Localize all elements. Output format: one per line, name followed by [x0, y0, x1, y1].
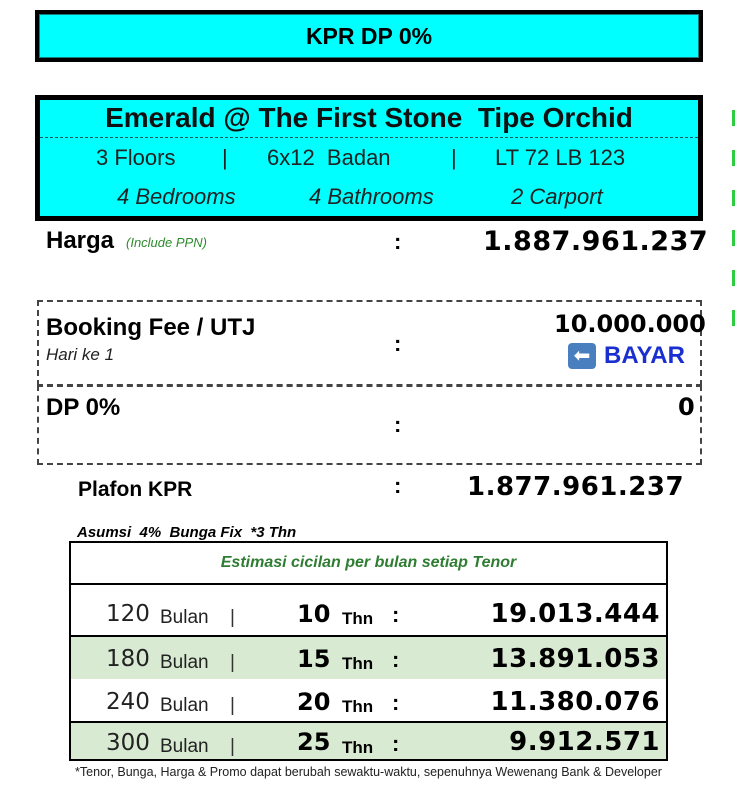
bathrooms-spec: 4 Bathrooms — [309, 184, 434, 209]
months-unit: Bulan — [160, 652, 209, 673]
tenor-years: 15 — [297, 645, 331, 673]
months-unit: Bulan — [160, 607, 209, 628]
plafon-value: 1.877.961.237 — [467, 472, 685, 502]
price-note: (Include PPN) — [126, 235, 207, 250]
bedrooms-spec: 4 Bedrooms — [117, 184, 236, 209]
tenor-months: 120 — [106, 601, 150, 627]
years-unit: Thn — [342, 609, 374, 628]
row-colon: : — [392, 731, 400, 756]
plafon-label: Plafon KPR — [78, 478, 193, 501]
row-colon: : — [392, 602, 400, 627]
pay-label: BAYAR — [604, 342, 685, 369]
left-arrow-icon: ⬅ — [568, 343, 596, 369]
table-rule — [69, 721, 668, 723]
plafon-colon: : — [394, 473, 402, 498]
months-unit: Bulan — [160, 695, 209, 716]
years-unit: Thn — [342, 654, 374, 673]
spec-separator: | — [222, 145, 228, 170]
tenor-months: 180 — [106, 646, 150, 672]
interest-assumption: Asumsi 4% Bunga Fix *3 Thn — [77, 524, 297, 541]
row-separator: | — [230, 736, 235, 757]
carport-spec: 2 Carport — [511, 184, 603, 209]
property-name: Emerald @ The First Stone Tipe Orchid — [105, 102, 633, 133]
row-separator: | — [230, 607, 235, 628]
tenor-years: 20 — [297, 688, 331, 716]
monthly-installment: 19.013.444 — [490, 599, 660, 629]
price-value: 1.887.961.237 — [483, 226, 709, 257]
installment-table — [69, 541, 668, 761]
row-separator: | — [230, 695, 235, 716]
price-colon: : — [394, 229, 402, 254]
row-colon: : — [392, 690, 400, 715]
land-building-spec: LT 72 LB 123 — [495, 145, 626, 170]
price-label: Harga — [46, 227, 115, 254]
table-header: Estimasi cicilan per bulan setiap Tenor — [71, 543, 666, 583]
years-unit: Thn — [342, 738, 374, 757]
tenor-months: 300 — [106, 730, 150, 756]
down-payment-box — [37, 385, 702, 465]
floors-spec: 3 Floors — [96, 145, 176, 170]
property-divider — [40, 137, 698, 138]
page-title: KPR DP 0% — [39, 14, 699, 58]
row-separator: | — [230, 652, 235, 673]
dimensions-spec: 6x12 Badan — [267, 145, 391, 170]
booking-day-note: Hari ke 1 — [46, 345, 115, 364]
tenor-months: 240 — [106, 689, 150, 715]
tenor-years: 10 — [297, 600, 331, 628]
booking-fee-value: 10.000.000 — [554, 310, 706, 338]
booking-colon: : — [394, 331, 402, 356]
spec-separator: | — [451, 145, 457, 170]
booking-fee-label: Booking Fee / UTJ — [46, 314, 256, 341]
tenor-years: 25 — [297, 728, 331, 756]
down-payment-label: DP 0% — [46, 394, 121, 421]
row-colon: : — [392, 647, 400, 672]
pay-button[interactable] — [568, 342, 685, 370]
disclaimer-footnote: *Tenor, Bunga, Harga & Promo dapat berubah sewaktu-waktu, sepenuhnya Wewenang Bank & Developer — [75, 765, 662, 779]
down-payment-value: 0 — [678, 393, 695, 421]
years-unit: Thn — [342, 697, 374, 716]
table-rule — [69, 635, 668, 637]
monthly-installment: 13.891.053 — [490, 644, 660, 674]
table-rule — [69, 583, 668, 585]
months-unit: Bulan — [160, 736, 209, 757]
monthly-installment: 11.380.076 — [490, 687, 660, 717]
down-payment-colon: : — [394, 412, 402, 437]
monthly-installment: 9.912.571 — [509, 727, 660, 757]
